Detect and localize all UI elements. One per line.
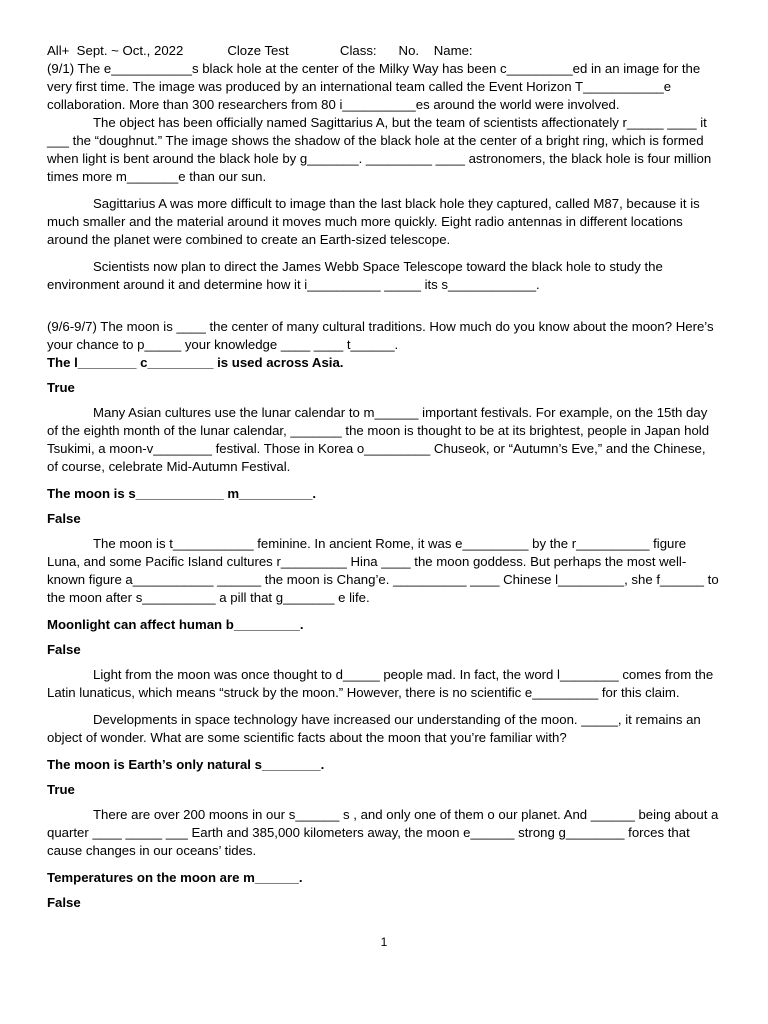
answer-true-2: True bbox=[47, 782, 75, 797]
statement-natural-satellite: The moon is Earth’s only natural s________. bbox=[47, 757, 325, 772]
paragraph-lunatic: Light from the moon was once thought to d_____ people mad. In fact, the word l________ comes from the Latin lunaticus, which means “struck by the moon.” However, there is no scientific e_________ for this claim. bbox=[47, 667, 714, 700]
answer-true-1: True bbox=[47, 380, 75, 395]
paragraph-asian-cultures: Many Asian cultures use the lunar calendar to m______ important festivals. For example, on the 15th day of the eighth month of the lunar calendar, _______ the moon is thought to be at its brightest, people in Japan hold Tsukimi, a moon-v________ festival. Those in Korea o_________ Chuseok, or “Autumn’s Eve,” and the Chinese, of course, celebrate Mid-Autumn Festival. bbox=[47, 405, 710, 474]
worksheet-page bbox=[47, 42, 719, 919]
paragraph-moon-intro: (9/6-9/7) The moon is ____ the center of many cultural traditions. How much do you know about the moon? Here’s your chance to p_____ your knowledge ____ ____ t______. bbox=[47, 319, 714, 352]
worksheet-header: All+ Sept. ~ Oct., 2022 Cloze Test Class: No. Name: bbox=[47, 43, 473, 58]
answer-false-3: False bbox=[47, 895, 81, 910]
statement-lunar-calendar: The l________ c_________ is used across Asia. bbox=[47, 355, 344, 370]
answer-false-2: False bbox=[47, 642, 81, 657]
statement-moonlight: Moonlight can affect human b_________. bbox=[47, 617, 304, 632]
paragraph-space-tech: Developments in space technology have increased our understanding of the moon. _____, it remains an object of wonder. What are some scientific facts about the moon that you’re familiar with? bbox=[47, 712, 701, 745]
statement-temperatures: Temperatures on the moon are m______. bbox=[47, 870, 303, 885]
statement-moon-is: The moon is s____________ m__________. bbox=[47, 486, 317, 501]
paragraph-moon-feminine: The moon is t___________ feminine. In ancient Rome, it was e_________ by the r__________ figure Luna, and some Pacific Island cultures r_________ Hina ____ the moon goddess. But perhaps the most well-known figure a___________ ______ the moon is Chang’e. __________ ____ Chinese l_________, she f______ to the moon after s__________ a pill that g_______ e life. bbox=[47, 536, 719, 605]
page-number: 1 bbox=[380, 935, 388, 949]
paragraph-m87: Sagittarius A was more difficult to image than the last black hole they captured, called M87, because it is much smaller and the material around it moves much more quickly. Eight radio antennas in different locations around the planet were combined to create an Earth-sized telescope. bbox=[47, 196, 700, 247]
paragraph-james-webb: Scientists now plan to direct the James Webb Space Telescope toward the black hole to study the environment around it and determine how it i__________ _____ its s____________. bbox=[47, 259, 663, 292]
paragraph-200-moons: There are over 200 moons in our s______ s , and only one of them o our planet. And ______ being about a quarter ____ _____ ___ Earth and 385,000 kilometers away, the moon e______ strong g________ forces that cause changes in our oceans’ tides. bbox=[47, 807, 719, 858]
answer-false-1: False bbox=[47, 511, 81, 526]
paragraph-sagittarius-name: The object has been officially named Sagittarius A, but the team of scientists affectionately r_____ ____ it ___ the “doughnut.” The image shows the shadow of the black hole at the center of a bright ring, which is formed when light is bent around the black hole by g_______. _________ ____ astronomers, the black hole is four million times more m_______e than our sun. bbox=[47, 115, 712, 184]
paragraph-black-hole-intro: (9/1) The e___________s black hole at the center of the Milky Way has been c_________ed in an image for the very first time. The image was produced by an international team called the Event Horizon T___________e collaboration. More than 300 researchers from 80 i__________es around the world were involved. bbox=[47, 61, 701, 112]
